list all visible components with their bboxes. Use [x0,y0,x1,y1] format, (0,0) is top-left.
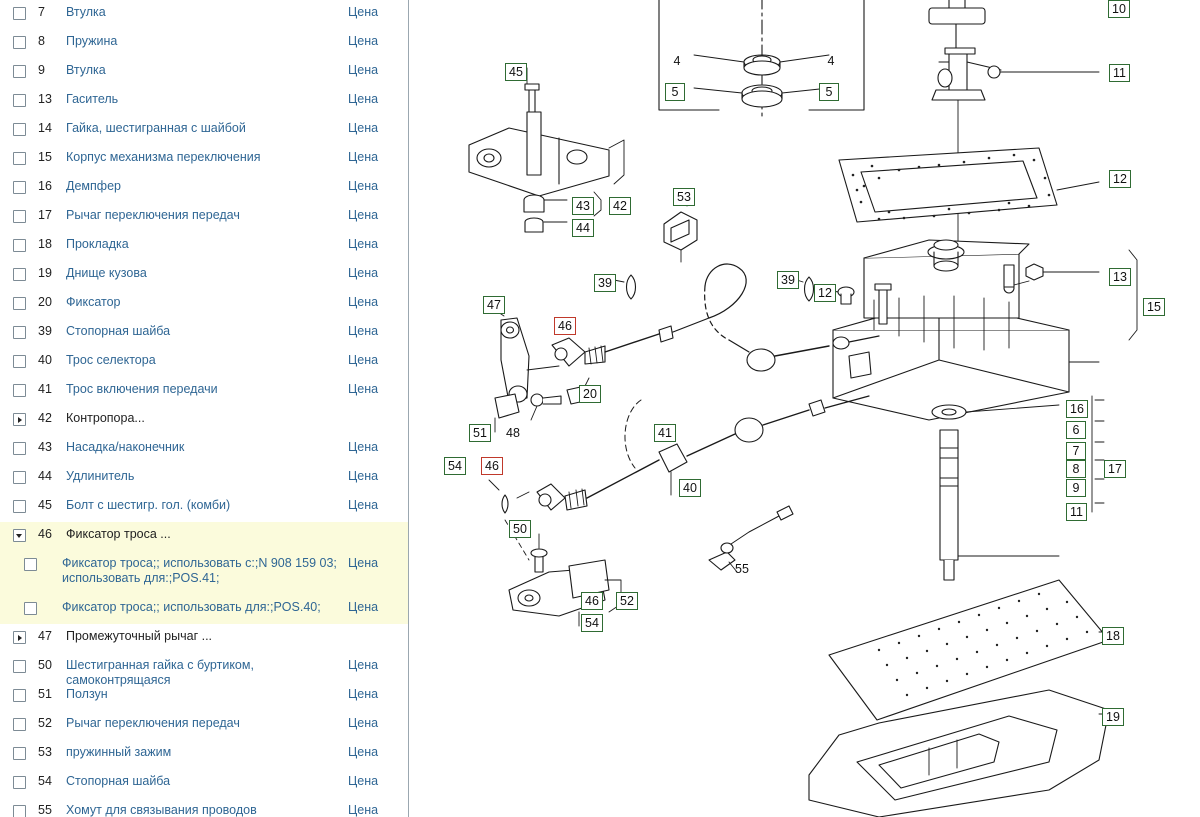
diagram-callout[interactable]: 17 [1104,460,1126,478]
row-control-cell [0,624,38,644]
row-price-link[interactable]: Цена [348,237,379,251]
diagram-callout[interactable]: 6 [1066,421,1086,439]
row-part-name[interactable]: Пружина [66,34,118,48]
row-price-link[interactable]: Цена [348,5,379,19]
row-position-number: 53 [38,745,52,759]
row-checkbox[interactable] [13,297,26,310]
row-price-link[interactable]: Цена [348,266,379,280]
row-position-number: 14 [38,121,52,135]
diagram-callout[interactable]: 8 [1066,460,1086,478]
diagram-callout[interactable]: 5 [819,83,839,101]
row-part-name[interactable]: Болт с шестигр. гол. (комби) [66,498,231,512]
row-control-cell [0,522,38,542]
diagram-callout[interactable]: 19 [1102,708,1124,726]
exploded-diagram-panel[interactable] [409,0,1200,817]
parts-list-row[interactable] [0,319,408,348]
parts-list-row[interactable] [0,348,408,377]
row-part-name[interactable]: Стопорная шайба [66,774,171,788]
row-part-name[interactable]: Днище кузова [66,266,147,280]
row-price-link[interactable]: Цена [348,92,379,106]
row-price-link[interactable]: Цена [348,150,379,164]
row-position-number: 45 [38,498,52,512]
row-control-cell [0,377,38,397]
row-price-link[interactable]: Цена [348,121,379,135]
row-checkbox[interactable] [13,239,26,252]
row-price-link[interactable]: Цена [348,469,379,483]
diagram-callout[interactable]: 18 [1102,627,1124,645]
diagram-callout[interactable]: 41 [654,424,676,442]
row-checkbox[interactable] [13,660,26,673]
diagram-callout[interactable]: 45 [505,63,527,81]
row-checkbox[interactable] [13,65,26,78]
row-control-cell [0,319,38,339]
row-checkbox[interactable] [24,558,37,571]
diagram-callout[interactable]: 47 [483,296,505,314]
parts-list-row[interactable] [0,595,408,624]
row-position-number: 55 [38,803,52,817]
diagram-callout[interactable]: 42 [609,197,631,215]
row-checkbox[interactable] [13,384,26,397]
diagram-callout[interactable]: 39 [777,271,799,289]
row-position-number: 9 [38,63,45,77]
row-position-number: 46 [38,527,52,541]
row-checkbox[interactable] [13,210,26,223]
row-control-cell [0,29,38,49]
row-price-link[interactable]: Цена [348,556,379,570]
row-control-cell [0,551,62,571]
diagram-callout[interactable]: 13 [1109,268,1131,286]
diagram-callout[interactable]: 5 [665,83,685,101]
parts-list-row[interactable] [0,174,408,203]
row-price-link[interactable] [348,406,408,411]
parts-list-row[interactable] [0,711,408,740]
row-control-cell [0,711,38,731]
row-part-name[interactable]: Насадка/наконечник [66,440,185,454]
diagram-callout[interactable]: 10 [1108,0,1130,18]
parts-list-row[interactable] [0,261,408,290]
parts-list-row[interactable] [0,377,408,406]
row-checkbox[interactable] [13,689,26,702]
row-part-name[interactable]: Втулка [66,5,106,19]
row-part-name[interactable]: Фиксатор [66,295,121,309]
parts-list-row[interactable] [0,406,408,435]
row-price-link[interactable]: Цена [348,716,379,730]
parts-list-row[interactable] [0,203,408,232]
row-control-cell [0,58,38,78]
diagram-callout[interactable]: 44 [572,219,594,237]
row-position-number: 15 [38,150,52,164]
row-control-cell [0,595,62,615]
row-checkbox[interactable] [13,471,26,484]
row-price-link[interactable]: Цена [348,324,379,338]
parts-list-row[interactable] [0,435,408,464]
row-checkbox[interactable] [13,805,26,817]
diagram-callout[interactable]: 43 [572,197,594,215]
diagram-callout[interactable]: 11 [1066,503,1087,521]
row-position-number: 7 [38,5,45,19]
row-price-link[interactable]: Цена [348,687,379,701]
parts-list-panel[interactable] [0,0,409,817]
row-checkbox[interactable] [13,268,26,281]
row-position-number: 18 [38,237,52,251]
row-checkbox[interactable] [13,442,26,455]
row-checkbox[interactable] [24,602,37,615]
row-control-cell [0,740,38,760]
row-control-cell [0,116,38,136]
row-price-link[interactable]: Цена [348,34,379,48]
row-price-link[interactable]: Цена [348,745,379,759]
row-part-name[interactable]: Прокладка [66,237,129,251]
row-checkbox[interactable] [13,718,26,731]
parts-list-row[interactable] [0,145,408,174]
row-checkbox[interactable] [13,776,26,789]
row-part-name[interactable]: Фиксатор троса ... [66,527,171,541]
parts-list-row[interactable] [0,522,408,551]
row-control-cell [0,406,38,426]
parts-list-row[interactable] [0,740,408,769]
row-checkbox[interactable] [13,94,26,107]
row-position-number: 40 [38,353,52,367]
row-part-name[interactable]: Рычаг переключения передач [66,208,240,222]
row-control-cell [0,0,38,20]
row-price-link[interactable]: Цена [348,295,379,309]
row-part-name[interactable]: Фиксатор троса;; использовать для:;POS.40; [62,600,321,614]
row-position-number: 19 [38,266,52,280]
row-price-link[interactable]: Цена [348,63,379,77]
row-position-number: 17 [38,208,52,222]
row-control-cell [0,290,38,310]
expand-arrow-icon[interactable] [13,413,26,426]
parts-list-row[interactable] [0,551,408,595]
row-control-cell [0,87,38,107]
row-part-name[interactable]: Гайка, шестигранная с шайбой [66,121,246,135]
parts-list-row[interactable] [0,653,408,687]
row-part-name[interactable]: Ползун [66,687,108,701]
parts-list-row[interactable] [0,29,408,58]
diagram-callout[interactable]: 12 [1109,170,1131,188]
row-position-number: 20 [38,295,52,309]
row-part-name[interactable]: Корпус механизма переключения [66,150,261,164]
row-part-name[interactable]: Трос селектора [66,353,156,367]
row-part-name[interactable]: Втулка [66,63,106,77]
row-position-number: 44 [38,469,52,483]
diagram-callout[interactable]: 12 [814,284,836,302]
diagram-callout[interactable]: 54 [581,614,603,632]
diagram-callout[interactable]: 4 [673,53,681,68]
diagram-callout[interactable]: 11 [1109,64,1130,82]
row-position-number: 41 [38,382,52,396]
row-control-cell [0,174,38,194]
diagram-callout[interactable]: 7 [1066,442,1086,460]
row-position-number: 13 [38,92,52,106]
row-position-number: 8 [38,34,45,48]
row-price-link[interactable]: Цена [348,440,379,454]
diagram-callout[interactable]: 15 [1143,298,1165,316]
diagram-callout[interactable]: 46 [481,457,503,475]
diagram-callout[interactable]: 51 [469,424,491,442]
parts-list-row[interactable] [0,290,408,319]
parts-list-row[interactable] [0,769,408,798]
diagram-callout[interactable]: 46 [554,317,576,335]
diagram-callout[interactable]: 40 [679,479,701,497]
row-control-cell [0,464,38,484]
row-control-cell [0,653,38,673]
parts-list-row[interactable] [0,116,408,145]
row-part-name[interactable]: Демпфер [66,179,121,193]
row-part-name[interactable]: Хомут для связывания проводов [66,803,257,817]
expand-arrow-icon[interactable] [13,631,26,644]
row-checkbox[interactable] [13,500,26,513]
parts-list-row[interactable] [0,624,408,653]
row-control-cell [0,348,38,368]
diagram-callout[interactable]: 54 [444,457,466,475]
row-control-cell [0,769,38,789]
row-checkbox[interactable] [13,7,26,20]
diagram-callout[interactable]: 46 [581,592,603,610]
row-price-link[interactable]: Цена [348,382,379,396]
diagram-callout[interactable]: 55 [735,561,749,576]
diagram-callout[interactable]: 16 [1066,400,1088,418]
row-checkbox[interactable] [13,326,26,339]
row-part-name[interactable]: Гаситель [66,92,119,106]
row-position-number: 52 [38,716,52,730]
row-control-cell [0,435,38,455]
row-part-name[interactable]: Промежуточный рычаг ... [66,629,213,643]
row-price-link[interactable] [348,624,408,629]
row-control-cell [0,682,38,702]
row-price-link[interactable]: Цена [348,658,379,672]
row-position-number: 39 [38,324,52,338]
row-price-link[interactable]: Цена [348,600,379,614]
row-control-cell [0,798,38,817]
row-checkbox[interactable] [13,181,26,194]
diagram-callout[interactable]: 39 [594,274,616,292]
row-price-link[interactable]: Цена [348,803,379,817]
parts-list-row[interactable] [0,798,408,817]
row-control-cell [0,493,38,513]
row-position-number: 42 [38,411,52,425]
diagram-callout[interactable]: 9 [1066,479,1086,497]
diagram-callout[interactable]: 50 [509,520,531,538]
row-part-name[interactable]: Удлинитель [66,469,135,483]
parts-list-row[interactable] [0,0,408,29]
row-position-number: 51 [38,687,52,701]
row-part-name[interactable]: Стопорная шайба [66,324,171,338]
parts-list-row[interactable] [0,464,408,493]
row-control-cell [0,145,38,165]
parts-list-row[interactable] [0,87,408,116]
row-position-number: 16 [38,179,52,193]
row-position-number: 54 [38,774,52,788]
row-control-cell [0,203,38,223]
row-part-name[interactable]: Рычаг переключения передач [66,716,240,730]
row-checkbox[interactable] [13,152,26,165]
row-part-name[interactable]: пружинный зажим [66,745,172,759]
diagram-callout[interactable]: 4 [827,53,835,68]
row-part-name[interactable]: Шестигранная гайка с буртиком, самоконтрящаяся [66,658,254,687]
row-position-number: 47 [38,629,52,643]
row-part-name[interactable]: Трос включения передачи [66,382,218,396]
row-part-name[interactable]: Контропора... [66,411,145,425]
row-control-cell [0,261,38,281]
row-checkbox[interactable] [13,123,26,136]
diagram-callout[interactable]: 53 [673,188,695,206]
row-position-number: 50 [38,658,52,672]
row-position-number: 43 [38,440,52,454]
parts-list-row[interactable] [0,493,408,522]
parts-list-row[interactable] [0,232,408,261]
diagram-callout[interactable]: 48 [506,425,520,440]
row-price-link[interactable]: Цена [348,774,379,788]
parts-list-row[interactable] [0,58,408,87]
row-checkbox[interactable] [13,36,26,49]
row-part-name[interactable]: Фиксатор троса;; использовать с:;N 908 159 03; использовать для:;POS.41; [62,556,337,585]
diagram-callout[interactable]: 52 [616,592,638,610]
diagram-callout[interactable]: 20 [579,385,601,403]
parts-list-row[interactable] [0,682,408,711]
row-price-link[interactable]: Цена [348,353,379,367]
row-price-link[interactable] [348,522,408,527]
collapse-arrow-icon[interactable] [13,529,26,542]
row-price-link[interactable]: Цена [348,498,379,512]
row-checkbox[interactable] [13,747,26,760]
row-control-cell [0,232,38,252]
parts-list-rows [0,0,408,817]
row-price-link[interactable]: Цена [348,179,379,193]
row-price-link[interactable]: Цена [348,208,379,222]
row-checkbox[interactable] [13,355,26,368]
